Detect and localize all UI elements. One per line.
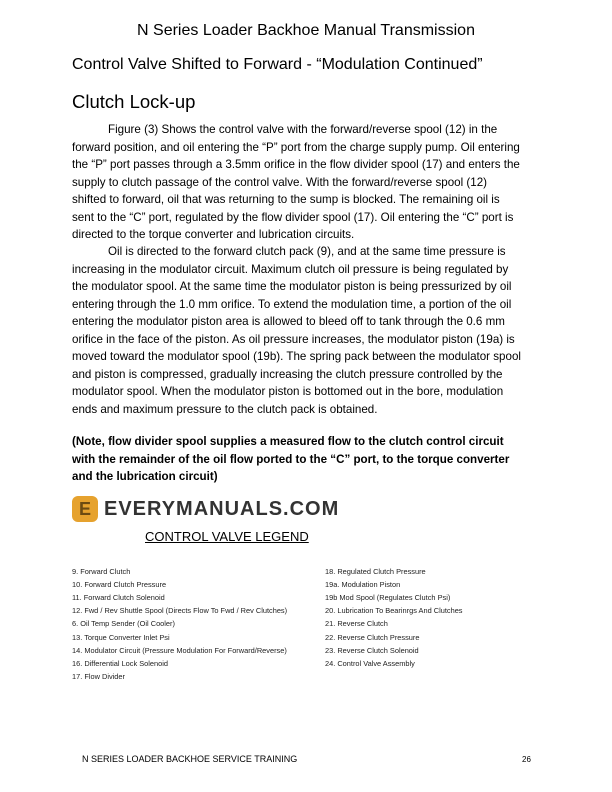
text-line: entering through the 1.0 mm orifice. To extend the modulation time, a portion of the oil: [72, 297, 512, 311]
legend-item: 19a. Modulation Piston: [325, 580, 401, 590]
text-line: the modulator spool. At the same time the modulator piston is being pressurized by oil: [72, 280, 512, 293]
text-line: (Note, flow divider spool supplies a measured flow to the clutch control circuit: [72, 435, 504, 448]
text-line: Oil is directed to the forward clutch pack (9), and at the same time pressure is: [108, 245, 506, 258]
watermark: EVERYMANUALS.COM: [104, 498, 340, 520]
text-line: sent to the “C” port, regulated by the flow divider spool (17). Oil entering the “C” port is: [72, 210, 514, 224]
legend-item: 19b Mod Spool (Regulates Clutch Psi): [325, 593, 451, 603]
page-subtitle: Control Valve Shifted to Forward - “Modulation Continued”: [72, 56, 483, 73]
text-line: shifted to forward, oil that was returning to the sump is blocked. The remaining oil is: [72, 193, 500, 206]
text-line: and the lubrication circuit): [72, 470, 218, 483]
text-line: modulator spool. When the modulator piston is bottomed out in the bore, modulation: [72, 385, 504, 398]
text-line: directed to the torque converter and lubrication circuits.: [72, 228, 355, 241]
legend-title: CONTROL VALVE LEGEND: [145, 529, 309, 544]
section-title: Clutch Lock-up: [72, 91, 196, 112]
text-line: entering the modulator piston area is allowed to bleed off to tank through the 0.6 mm: [72, 315, 505, 328]
text-line: increasing in the modulator circuit. Maximum clutch oil pressure is being regulated by: [72, 262, 509, 276]
text-line: forward position, and oil entering the “P” port from the charge supply pump. Oil entering: [72, 140, 520, 154]
legend-item: 18. Regulated Clutch Pressure: [325, 567, 426, 576]
legend-item: 11. Forward Clutch Solenoid: [72, 593, 165, 603]
legend-item: 22. Reverse Clutch Pressure: [325, 632, 420, 642]
footer-text: N SERIES LOADER BACKHOE SERVICE TRAINING: [82, 754, 298, 764]
text-line: with the remainder of the oil flow ported to the “C” port, to the torque converter: [72, 452, 510, 466]
legend-item: 12. Fwd / Rev Shuttle Spool (Directs Flow To Fwd / Rev Clutches): [72, 606, 288, 616]
legend-item: 23. Reverse Clutch Solenoid: [325, 645, 419, 655]
legend-item: 20. Lubrication To Bearinrgs And Clutches: [325, 606, 463, 616]
text-line: orifice in the face of the piston. As oil pressure increases, the modulator piston (19a) is: [72, 332, 515, 346]
legend-item: 17. Flow Divider: [72, 671, 125, 681]
legend-item: 24. Control Valve Assembly: [325, 658, 415, 668]
page-number: 26: [522, 755, 531, 764]
legend-item: 14. Modulator Circuit (Pressure Modulation For Forward/Reverse): [72, 645, 287, 655]
legend-item: 16. Differential Lock Solenoid: [72, 658, 169, 668]
text-line: the “P” port passes through a 3.5mm orifice in the flow divider spool (17) and enters the: [72, 158, 520, 171]
legend-item: 10. Forward Clutch Pressure: [72, 580, 167, 590]
page-header-title: N Series Loader Backhoe Manual Transmission: [137, 22, 475, 39]
text-line: moved toward the modulator spool (19b). The spring pack between the modulator spool: [72, 350, 521, 363]
watermark-logo-icon: E: [72, 496, 98, 522]
legend-item: 6. Oil Temp Sender (Oil Cooler): [72, 619, 175, 629]
legend-item: 21. Reverse Clutch: [325, 619, 388, 629]
legend-item: 9. Forward Clutch: [72, 567, 131, 576]
text-line: supply to clutch passage of the control valve. With the forward/reverse spool (12): [72, 175, 488, 189]
text-line: ends and maximum pressure to the clutch pack is obtained.: [72, 402, 378, 416]
text-line: Figure (3) Shows the control valve with the forward/reverse spool (12) in the: [108, 123, 498, 136]
legend-item: 13. Torque Converter Inlet Psi: [72, 632, 170, 642]
text-line: and piston is compressed, gradually increasing the clutch pressure controlled by the: [72, 367, 503, 381]
